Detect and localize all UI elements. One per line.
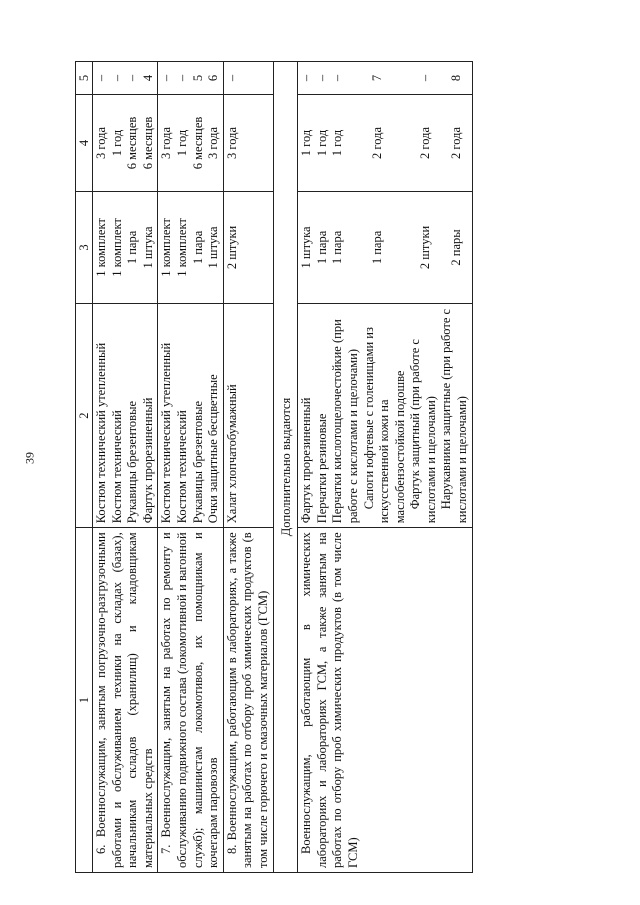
item-note: – — [125, 74, 140, 82]
header-cell: 2 — [76, 304, 93, 528]
additional-items — [298, 304, 473, 528]
item-term: 6 месяцев — [190, 116, 205, 170]
item-qty: 1 комплект — [94, 218, 108, 277]
item-term: 3 года — [224, 126, 239, 159]
item-term: 3 года — [94, 126, 108, 159]
row-6-terms — [93, 95, 158, 192]
item-note: – — [159, 74, 174, 82]
spacer — [433, 193, 449, 302]
item-name: Нарукавники защитные (при работе с кислотами и щелочами) — [439, 308, 470, 524]
item-term: 6 месяцев — [125, 116, 140, 170]
item-name: Костюм технический — [109, 410, 124, 524]
item-name: Перчатки кислотощелочестойкие (при работе с кислотами и щелочами) — [330, 319, 360, 524]
item-qty: 1 комплект — [109, 218, 124, 277]
item-qty: 1 пара — [330, 230, 345, 265]
item-note: 8 — [449, 74, 464, 82]
additional-notes — [298, 62, 473, 95]
item-qty: 2 штуки — [224, 225, 239, 270]
item-name: Костюм технический — [174, 410, 189, 524]
item-qty: 1 пара — [369, 230, 384, 265]
item-term: 2 года — [369, 126, 384, 159]
item-qty: 1 комплект — [159, 218, 174, 277]
row-8-items — [223, 304, 273, 528]
item-note: – — [417, 74, 432, 82]
spacer — [433, 63, 449, 93]
item-qty: 1 штука — [206, 226, 221, 269]
item-term: 3 года — [159, 126, 174, 159]
spacer — [386, 63, 418, 93]
item-term: 1 год — [174, 129, 189, 157]
row-7-items — [158, 304, 223, 528]
row-8-notes — [223, 62, 273, 95]
item-qty: 1 штука — [299, 226, 314, 269]
page-number: 39 — [22, 452, 37, 464]
item-name: Халат хлопчатобумажный — [224, 384, 239, 524]
row-7-recipient: 7. Военнослужащим, занятым на работах по ремонту и обслуживанию подвижного состава (локомотивной и вагонной служб); машинистам локомотивов, их помощникам и кочегарам паровозов — [158, 528, 223, 873]
row-7-terms — [158, 95, 223, 192]
table-row — [93, 62, 158, 873]
item-note: – — [224, 74, 239, 82]
additional-quantities — [298, 191, 473, 303]
spacer — [386, 96, 418, 190]
item-qty: 1 комплект — [174, 218, 189, 277]
item-term: 1 год — [314, 129, 329, 157]
spacer — [354, 63, 370, 93]
row-6-quantities — [93, 191, 158, 303]
item-name: Очки защитные бесцветные — [206, 374, 221, 524]
row-8-terms — [223, 95, 273, 192]
item-note: 5 — [190, 74, 205, 82]
spacer — [354, 96, 370, 190]
row-6-notes — [93, 62, 158, 95]
item-qty: 1 пара — [190, 230, 205, 265]
item-term: 3 года — [206, 126, 221, 159]
item-qty: 1 пара — [314, 230, 329, 265]
item-note: – — [94, 74, 108, 82]
row-7-notes — [158, 62, 223, 95]
item-qty: 2 штуки — [417, 225, 432, 270]
item-qty: 1 пара — [125, 230, 140, 265]
item-term: 2 года — [417, 126, 432, 159]
row-8-recipient: 8. Военнослужащим, работающим в лабораториях, а также занятым на работах по отбору проб химических продуктов (в том числе горючего и смазочных материалов (ГСМ) — [223, 528, 273, 873]
spacer — [346, 193, 354, 302]
row-8-quantities — [223, 191, 273, 303]
item-note: 6 — [206, 74, 221, 82]
item-note: 4 — [140, 74, 155, 82]
item-term: 1 год — [109, 129, 124, 157]
additional-terms — [298, 95, 473, 192]
header-cell: 4 — [76, 95, 93, 192]
additional-recipient: Военнослужащим, работающим в химических лабораториях и лабораториях ГСМ, а также занятым на работах по отбору проб химических продуктов (в том числе ГСМ) — [298, 528, 473, 873]
table-header-row — [76, 62, 93, 873]
section-title: Дополнительно выдаются — [273, 62, 298, 873]
spacer — [354, 193, 370, 302]
item-note: – — [330, 74, 345, 82]
item-note: – — [109, 74, 124, 82]
header-cell: 3 — [76, 191, 93, 303]
item-name: Рукавицы брезентовые — [190, 400, 205, 524]
spacer — [346, 96, 354, 190]
item-note: – — [314, 74, 329, 82]
item-name: Фартук прорезиненный — [140, 397, 155, 524]
item-term: 1 год — [330, 129, 345, 157]
item-name: Рукавицы брезентовые — [125, 400, 140, 524]
item-qty: 1 штука — [140, 226, 155, 269]
row-7-quantities — [158, 191, 223, 303]
item-note: – — [174, 74, 189, 82]
item-name: Фартук прорезиненный — [299, 397, 314, 524]
item-name: Костюм технический утепленный — [159, 342, 174, 524]
item-term: 6 месяцев — [140, 116, 155, 170]
section-row — [273, 62, 298, 873]
item-name: Костюм технический утепленный — [94, 342, 108, 524]
item-term: 1 год — [299, 129, 314, 157]
item-note: 7 — [369, 74, 384, 82]
table-row — [298, 62, 473, 873]
item-note: – — [299, 74, 314, 82]
spacer — [386, 193, 418, 302]
spacer — [346, 63, 354, 93]
item-name: Фартук защитный (при работе с кислотами и щелочами) — [408, 339, 438, 524]
header-cell: 5 — [76, 62, 93, 95]
item-term: 2 года — [449, 126, 464, 159]
clothing-norms-table — [75, 61, 473, 873]
item-name: Сапоги юфтевые с голенищами из искусственной кожи на маслобензостойкой подошве — [361, 327, 407, 524]
row-6-items — [93, 304, 158, 528]
item-name: Перчатки резиновые — [314, 413, 329, 524]
header-cell: 1 — [76, 528, 93, 873]
table-row — [158, 62, 223, 873]
spacer — [433, 96, 449, 190]
rotated-page-content — [75, 61, 577, 873]
item-qty: 2 пары — [449, 229, 464, 266]
row-6-recipient: 6. Военнослужащим, занятым погрузочно-разгрузочными работами и обслуживанием техники на складах (базах), начальникам складов (хранилищ) и кладовщикам материальных средств — [93, 528, 158, 873]
table-row — [223, 62, 273, 873]
